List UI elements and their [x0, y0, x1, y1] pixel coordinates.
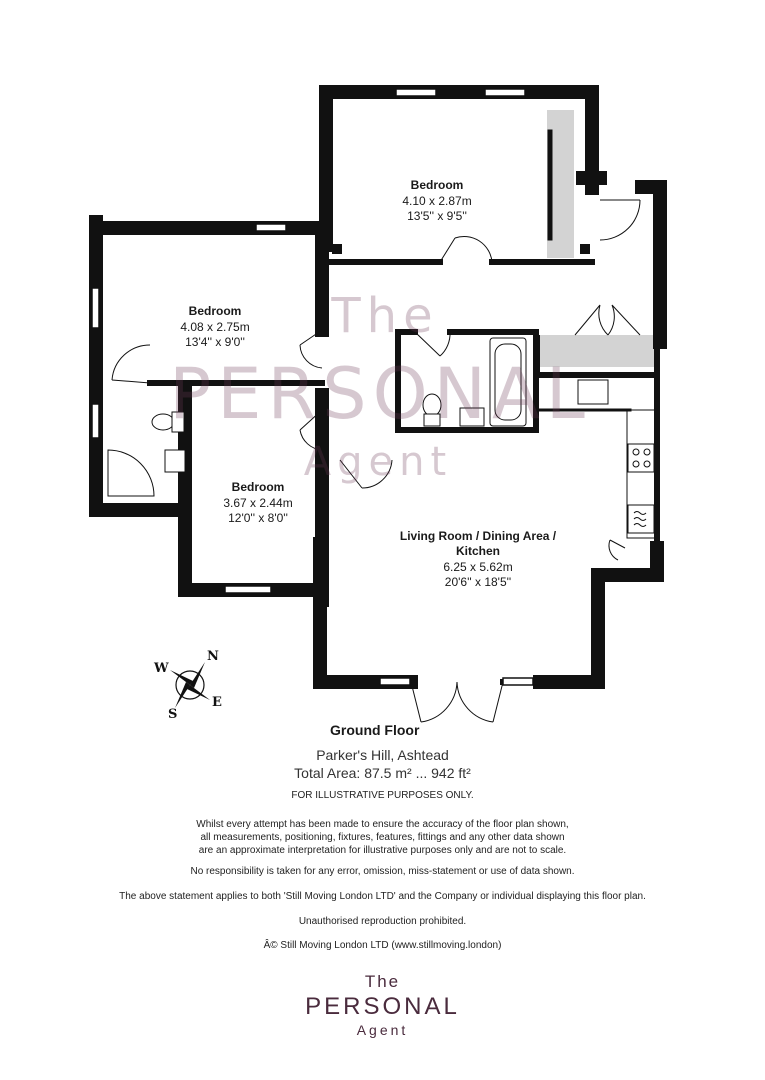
room-metric: 3.67 x 2.44m: [223, 496, 293, 510]
copyright: Â© Still Moving London LTD (www.stillmoving.london): [263, 940, 502, 951]
room-metric: 4.08 x 2.75m: [180, 320, 250, 334]
illustrative-notice: FOR ILLUSTRATIVE PURPOSES ONLY.: [291, 790, 474, 801]
room-metric: 4.10 x 2.87m: [402, 194, 472, 208]
logo-line3: Agent: [356, 1022, 409, 1038]
room-metric: 6.25 x 5.62m: [443, 560, 513, 574]
room-label-bedroom-1: [402, 178, 471, 223]
reproduction-notice: Unauthorised reproduction prohibited.: [298, 916, 467, 927]
disclaimer-line: Whilst every attempt has been made to ensure the accuracy of the floor plan shown,: [196, 819, 569, 830]
column: [580, 244, 590, 254]
room-imperial: 13'4'' x 9'0'': [185, 335, 245, 349]
compass-n: N: [207, 649, 219, 664]
room-label-living: [400, 529, 557, 589]
shower-tray: [108, 450, 154, 496]
room-name: Kitchen: [455, 544, 501, 558]
room-name: Bedroom: [410, 178, 464, 192]
disclaimer: [0, 818, 765, 857]
watermark-line1: The: [331, 288, 439, 344]
room-label-bedroom-3: [223, 480, 292, 525]
room-imperial: 12'0'' x 8'0'': [228, 511, 288, 525]
logo: [0, 972, 765, 1038]
compass: [153, 649, 222, 722]
logo-line2: PERSONAL: [305, 993, 460, 1020]
wardrobe-rail: [548, 130, 552, 240]
room-imperial: 13'5'' x 9'5'': [407, 209, 467, 223]
disclaimer-line: are an approximate interpretation for illustrative purposes only and are not to scale.: [198, 845, 567, 856]
logo-line1: The: [364, 972, 401, 991]
disclaimer-line: all measurements, positioning, fixtures, features, fittings and any other data shown: [200, 832, 565, 843]
statement-notice: The above statement applies to both 'Still Moving London LTD' and the Company or individual displaying this floor plan.: [119, 891, 646, 902]
compass-s: S: [168, 707, 178, 722]
hob: [628, 444, 654, 472]
watermark-line3: Agent: [303, 439, 453, 485]
room-name: Bedroom: [188, 304, 242, 318]
responsibility-notice: No responsibility is taken for any error, omission, miss-statement or use of data shown.: [190, 866, 575, 877]
floor-label: Ground Floor: [330, 722, 420, 738]
compass-e: E: [212, 695, 222, 710]
watermark-line2: PERSONAL: [169, 353, 591, 435]
address: Parker's Hill, Ashtead: [316, 747, 449, 763]
room-name: Bedroom: [231, 480, 285, 494]
total-area: Total Area: 87.5 m² ... 942 ft²: [294, 765, 471, 781]
room-name: Living Room / Dining Area /: [399, 529, 557, 543]
column: [332, 244, 342, 254]
compass-w: W: [154, 661, 169, 676]
basin-ensuite: [165, 450, 185, 472]
room-imperial: 20'6'' x 18'5'': [444, 575, 512, 589]
room-label-bedroom-2: [180, 304, 249, 349]
